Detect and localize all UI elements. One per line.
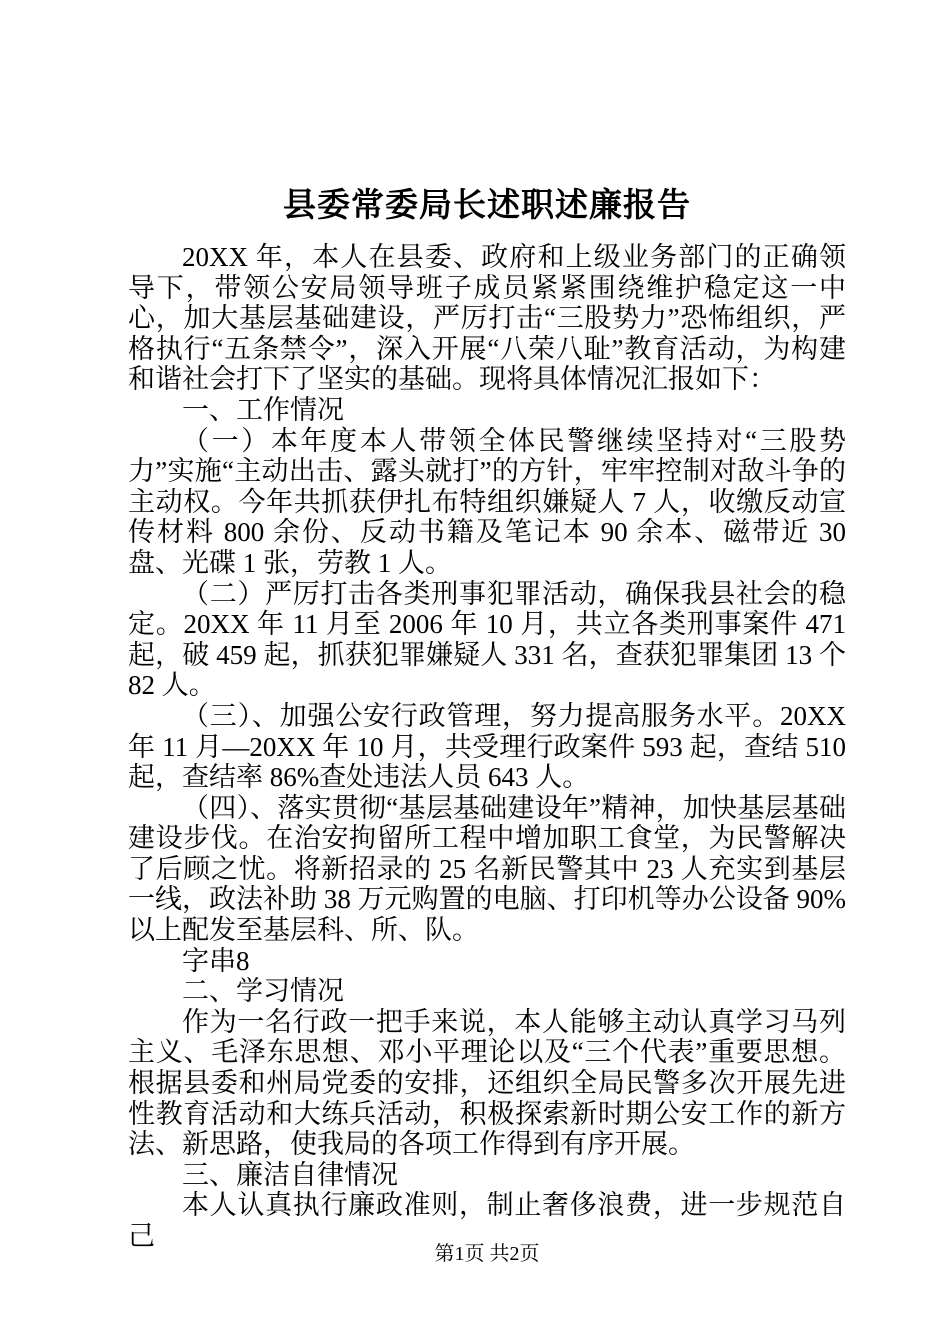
document-title: 县委常委局长述职述廉报告	[283, 188, 691, 224]
paragraph: （一）本年度本人带领全体民警继续坚持对“三股势力”实施“主动出击、露头就打”的方针，牢牢控制对敌斗争的主动权。今年共抓获伊扎布特组织嫌疑人 7 人，收缴反动宣传材料 800 余份、反动书籍及笔记本 90 余本、磁带近 30 盘、光碟 1 张，劳教 1 人。	[128, 425, 846, 578]
paragraph: 字串8	[182, 945, 250, 976]
paragraph: 一、工作情况	[182, 394, 344, 425]
paragraph: （四）、落实贯彻“基层基础建设年”精神，加快基层基础建设步伐。在治安拘留所工程中增加职工食堂，为民警解决了后顾之忧。将新招录的 25 名新民警其中 23 人充实到基层一线，政法补助 38 万元购置的电脑、打印机等办公设备 90%以上配发至基层科、所、队。	[128, 792, 846, 946]
paragraph: 二、学习情况	[182, 976, 344, 1007]
paragraph: 20XX 年，本人在县委、政府和上级业务部门的正确领导下，带领公安局领导班子成员紧紧围绕维护稳定这一中心，加大基层基础建设，严厉打击“三股势力”恐怖组织，严格执行“五条禁令”，深入开展“八荣八耻”教育活动，为构建和谐社会打下了坚实的基础。现将具体情况汇报如下：	[128, 242, 846, 395]
paragraph: 作为一名行政一把手来说，本人能够主动认真学习马列主义、毛泽东思想、邓小平理论以及“三个代表”重要思想。根据县委和州局党委的安排，还组织全局民警多次开展先进性教育活动和大练兵活动，积极探索新时期公安工作的新方法、新思路，使我局的各项工作得到有序开展。	[128, 1006, 846, 1160]
page-number-footer: 第1页 共2页	[434, 1243, 540, 1265]
paragraph: （三）、加强公安行政管理，努力提高服务水平。20XX 年 11 月—20XX 年 10 月，共受理行政案件 593 起，查结 510 起，查结率 86%查处违法人员 643 人。	[128, 700, 846, 793]
document-body	[128, 186, 846, 1252]
paragraph: 本人认真执行廉政准则，制止奢侈浪费，进一步规范自己	[128, 1190, 846, 1251]
paragraph: （二）严厉打击各类刑事犯罪活动，确保我县社会的稳定。20XX 年 11 月至 2006 年 10 月，共立各类刑事案件 471 起，破 459 起，抓获犯罪嫌疑人 331 名，查获犯罪集团 13 个 82 人。	[128, 578, 846, 701]
paragraph: 三、廉洁自律情况	[182, 1159, 398, 1190]
paragraph-container	[128, 242, 846, 1252]
